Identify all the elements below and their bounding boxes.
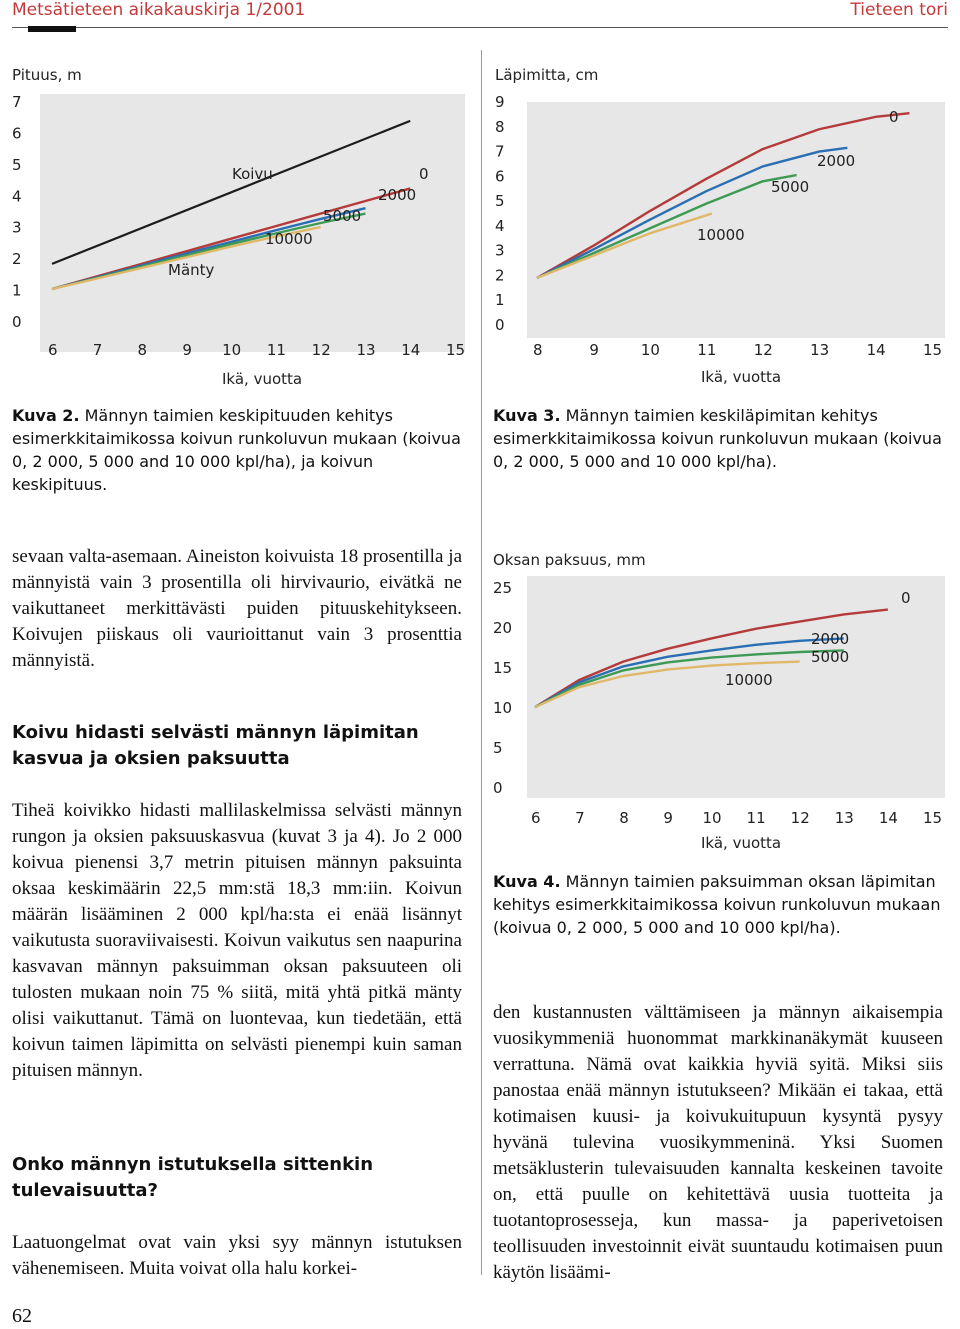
fig4-xlabel: Ikä, vuotta bbox=[701, 834, 782, 852]
fig3-xtick: 12 bbox=[753, 341, 773, 359]
fig3-xlabel: Ikä, vuotta bbox=[701, 368, 782, 386]
fig3-label-2000: 2000 bbox=[817, 152, 856, 170]
fig3-ytick: 9 bbox=[495, 93, 505, 111]
fig4-ytick: 5 bbox=[493, 739, 503, 757]
fig2-xtick: 7 bbox=[92, 341, 103, 359]
fig3-ytick: 1 bbox=[495, 291, 505, 310]
figure-2-height-chart bbox=[0, 58, 475, 393]
left-paragraph-2: Tiheä koivikko hidasti mallilaskelmissa selvästi männyn rungon ja oksien paksuuskasvua (kuvat 3 ja 4). Jo 2 000 koivua pienensi 3,7 metrin pituisen männyn paksuinta oksaa keskimäärin 22,5 mm:stä 18,3 mm:iin. Koivun määrän lisääminen 2 000 kpl/ha:sta ei enää lisännyt vaikutusta suoraviivaisesti. Koivun vaikutus sen naapurina kasvavan männyn paksuimman oksan paksuuteen oli tulosten mukaan noin 75 % siitä, mitä yhtä pitkä mänty olisi vaikuttanut. Tämä on luontevaa, kun tiedetään, että koivun taimen läpimitta on selvästi pienempi kuin saman pituisen männyn. bbox=[12, 800, 462, 1081]
page-number: 62 bbox=[12, 1305, 32, 1327]
fig2-label-0: 0 bbox=[419, 165, 429, 183]
figure-3-diameter-chart bbox=[487, 58, 955, 393]
fig3-label-10000: 10000 bbox=[697, 226, 745, 244]
fig2-xtick: 13 bbox=[356, 341, 376, 359]
fig3-ytick: 6 bbox=[495, 167, 505, 186]
fig2-ytick: 5 bbox=[12, 155, 22, 174]
fig2-ytick: 2 bbox=[12, 250, 22, 269]
fig4-ylabel: Oksan paksuus, mm bbox=[493, 551, 646, 569]
fig3-caption-label: Kuva 3. bbox=[493, 406, 561, 425]
fig2-ytick: 1 bbox=[12, 281, 22, 300]
fig4-xtick: 11 bbox=[746, 809, 766, 827]
fig3-xtick: 13 bbox=[810, 341, 830, 359]
fig2-xtick: 8 bbox=[137, 341, 148, 359]
fig3-caption-text: Männyn taimien keskiläpimitan kehitys esimerkkitaimikossa koivun runkoluvun mukaan (koivua 0, 2 000, 5 000 and 10 000 kpl/ha). bbox=[493, 406, 942, 471]
right-paragraph-1: den kustannusten välttämiseen ja männyn aikaisempia vuosikymmeniä huonommat markkinanäkymät kuuseen verrattuna. Nämä ovat kaikkia hyviä syitä. Miksi siis panostaa enää männyn istutukseen? Mikään ei takaa, että kotimaisen kuusi- ja koivukuitupuun kysyntä pysyy hyvänä tulevina vuosikymmeninä. Yksi Suomen metsäklusterin tulevaisuuden kannalta keskeinen tavoite on, että puulle on kehitettävä uusia tuotteita ja tuotantoprosesseja, kun massa- ja paperivetoisen teollisuuden investoinnit eivät suuntaudu kotimaisen puun käytön lisäämi- bbox=[493, 1002, 943, 1283]
fig4-xtick: 15 bbox=[923, 809, 943, 827]
left-heading-1: Koivu hidasti selvästi männyn läpimitan kasvua ja oksien paksuutta bbox=[12, 722, 419, 769]
fig2-annotation-koivu: Koivu bbox=[232, 165, 273, 183]
fig4-xtick: 14 bbox=[878, 809, 898, 827]
fig2-annotation-manty: Mänty bbox=[168, 261, 215, 279]
fig4-xtick: 8 bbox=[619, 809, 629, 827]
fig4-caption-text: Männyn taimien paksuimman oksan läpimitan kehitys esimerkkitaimikossa koivun runkoluvun mukaan (koivua 0, 2 000, 5 000 and 10 000 kpl/ha). bbox=[493, 872, 941, 937]
fig4-xtick: 9 bbox=[663, 809, 673, 827]
fig2-ytick: 7 bbox=[12, 93, 22, 111]
fig4-label-2000: 2000 bbox=[811, 630, 850, 648]
left-paragraph-1: sevaan valta-asemaan. Aineiston koivuista 18 prosentilla ja männyistä vain 3 prosentilla oli hirvivaurio, eivätkä ne vaikuttaneet merkittävästi puiden pituuskehitykseen. Koivujen piiskaus oli vaurioittanut vain 3 prosenttia männyistä. bbox=[12, 546, 462, 671]
fig3-xtick: 9 bbox=[589, 341, 599, 359]
header-bar bbox=[28, 26, 76, 32]
running-header bbox=[12, 0, 948, 24]
left-paragraph-3: Laatuongelmat ovat vain yksi syy männyn istutuksen vähenemiseen. Muita voivat olla halu korkei- bbox=[12, 1232, 462, 1279]
fig2-caption-text: Männyn taimien keskipituuden kehitys esimerkkitaimikossa koivun runkoluvun mukaan (koivua 0, 2 000, 5 000 and 10 000 kpl/ha), ja koivun keskipituus. bbox=[12, 406, 461, 494]
figure-2-caption bbox=[12, 404, 467, 496]
fig2-xtick: 11 bbox=[266, 341, 286, 359]
fig2-xtick: 15 bbox=[446, 341, 466, 359]
fig2-xlabel: Ikä, vuotta bbox=[222, 370, 303, 388]
fig3-xtick: 10 bbox=[640, 341, 660, 359]
fig3-ytick: 7 bbox=[495, 142, 505, 161]
fig4-xtick: 12 bbox=[790, 809, 810, 827]
figure-3-caption bbox=[493, 404, 948, 473]
fig4-caption-label: Kuva 4. bbox=[493, 872, 561, 891]
fig3-plot-area bbox=[527, 102, 945, 338]
fig3-label-5000: 5000 bbox=[771, 178, 810, 196]
fig3-ytick: 3 bbox=[495, 241, 505, 260]
fig2-label-2000: 2000 bbox=[378, 186, 417, 204]
fig2-ytick: 6 bbox=[12, 124, 22, 143]
fig2-xtick: 9 bbox=[182, 341, 192, 359]
fig4-xtick: 6 bbox=[531, 809, 541, 827]
fig3-xtick: 11 bbox=[697, 341, 717, 359]
fig2-caption-label: Kuva 2. bbox=[12, 406, 80, 425]
fig2-ylabel: Pituus, m bbox=[12, 66, 82, 84]
figure-4-caption bbox=[493, 870, 948, 939]
fig4-ytick: 25 bbox=[493, 579, 513, 597]
fig4-ytick: 20 bbox=[493, 619, 513, 637]
fig3-ylabel: Läpimitta, cm bbox=[495, 66, 599, 84]
fig2-ytick: 3 bbox=[12, 218, 22, 237]
fig4-ytick: 10 bbox=[493, 699, 513, 717]
fig3-ytick: 4 bbox=[495, 216, 505, 235]
fig3-xtick: 15 bbox=[923, 341, 943, 359]
fig3-ytick: 5 bbox=[495, 192, 505, 211]
header-rule bbox=[12, 27, 948, 28]
fig2-ytick: 4 bbox=[12, 187, 22, 206]
fig3-ytick: 0 bbox=[495, 316, 505, 334]
fig4-xtick: 10 bbox=[702, 809, 722, 827]
figure-4-branch-chart bbox=[487, 544, 955, 862]
fig3-label-0: 0 bbox=[889, 108, 899, 126]
fig2-xtick: 10 bbox=[222, 341, 242, 359]
fig3-xtick: 14 bbox=[866, 341, 886, 359]
fig2-xtick: 6 bbox=[48, 341, 58, 359]
fig4-ytick: 15 bbox=[493, 659, 513, 677]
fig4-ytick: 0 bbox=[493, 779, 503, 797]
fig2-ytick: 0 bbox=[12, 313, 22, 331]
fig2-label-5000: 5000 bbox=[323, 207, 362, 225]
fig4-label-10000: 10000 bbox=[725, 671, 773, 689]
fig2-label-10000: 10000 bbox=[265, 230, 313, 248]
section-title: Tieteen tori bbox=[850, 0, 948, 20]
fig2-plot-area bbox=[40, 94, 465, 352]
fig3-ytick: 2 bbox=[495, 266, 505, 285]
fig4-label-0: 0 bbox=[901, 589, 911, 607]
fig4-xtick: 7 bbox=[575, 809, 585, 827]
journal-title: Metsätieteen aikakauskirja 1/2001 bbox=[12, 0, 306, 20]
fig3-ytick: 8 bbox=[495, 117, 505, 136]
fig3-xtick: 8 bbox=[533, 341, 543, 359]
fig4-label-5000: 5000 bbox=[811, 648, 850, 666]
left-heading-2: Onko männyn istutuksella sittenkin tulevaisuutta? bbox=[12, 1154, 374, 1201]
fig4-xtick: 13 bbox=[834, 809, 854, 827]
column-separator bbox=[481, 50, 482, 1275]
fig2-xtick: 12 bbox=[311, 341, 331, 359]
fig2-xtick: 14 bbox=[401, 341, 421, 359]
